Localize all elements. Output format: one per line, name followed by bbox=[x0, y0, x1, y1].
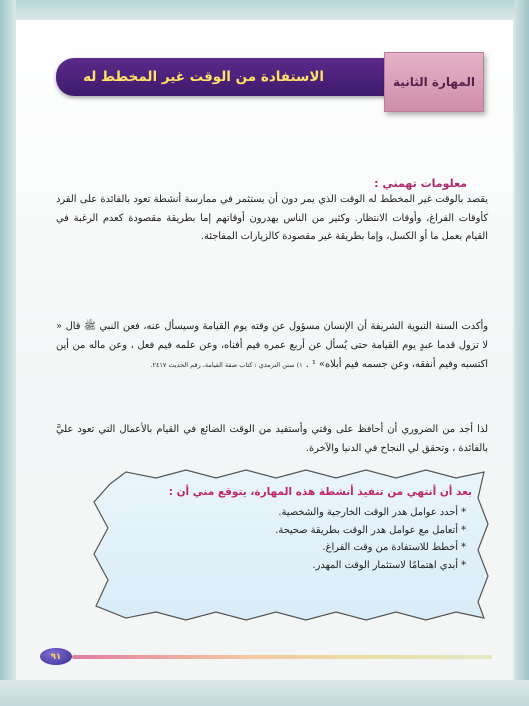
paragraph-hadith bbox=[56, 318, 488, 374]
page-frame-bottom bbox=[0, 680, 529, 706]
objective-item: * أحدد عوامل هدر الوقت الخارجية والشخصية. bbox=[278, 507, 466, 518]
lesson-title-bar bbox=[56, 58, 388, 96]
hadith-text: وأكدت السنة النبوية الشريفة أن الإنسان مسؤول عن وقته يوم القيامة وسيسأل عنه، فعن النبي ﷺ قال « لا تزول قدما عبدٍ يوم القيامة حتى يُسأل عن أربع عمره فيم أفناه، وعن علمه فيم فعل ، وعن ماله من أين اكتسبه وفيم أنفقه، وعن جسمه فيم أبلاه» ¹ . bbox=[56, 321, 488, 370]
lesson-title: الاستفادة من الوقت غير المخطط له bbox=[83, 69, 324, 85]
objective-item: * أبدي اهتمامًا لاستثمار الوقت المهدر. bbox=[312, 559, 466, 571]
footer-rule bbox=[72, 655, 492, 659]
paragraph-conclusion: لذا أجد من الضروري أن أحافظ على وقتي وأستفيد من الوقت الضائع في القيام بالأعمال التي تعود عليَّ بالفائدة ، وتحقق لي النجاح في الدنيا والآخرة. bbox=[56, 424, 488, 454]
page-frame-left bbox=[0, 0, 16, 706]
skill-label: المهارة الثانية bbox=[393, 75, 475, 89]
page-number-badge bbox=[40, 648, 72, 665]
footnote: ١) سنن الترمذي : كتاب صفة القيامة، رقم الحديث ٢٤١٧. bbox=[150, 360, 303, 369]
objectives-list bbox=[112, 504, 472, 574]
objective-item: * أخطط للاستفادة من وقت الفراغ. bbox=[322, 542, 466, 553]
objectives-box bbox=[112, 486, 472, 574]
objective-item: * أتعامل مع عوامل هدر الوقت بطريقة صحيحة. bbox=[275, 524, 466, 536]
page-frame-top bbox=[0, 0, 529, 22]
objectives-heading: بعد أن أنتهي من تنفيذ أنشطة هذه المهارة، يتوقع مني أن : bbox=[168, 486, 472, 498]
skill-label-box bbox=[384, 52, 484, 112]
info-heading: معلومات تهمني : bbox=[374, 177, 467, 190]
page-frame-right bbox=[515, 0, 529, 706]
page-number: ٩١ bbox=[50, 651, 62, 662]
paragraph-definition: يقصد بالوقت غير المخطط له الوقت الذي يمر دون أن يستثمر في ممارسة أنشطة تعود بالفائدة على الفرد كأوقات الفراغ، وأوقات الانتظار. وكثير من الناس يهدرون أوقاتهم إما بطريقة مقصودة كعدم الرغبة في القيام بعمل ما أو الكسل، وإما بطريقة غير مقصودة كالزيارات المفاجئة. bbox=[56, 194, 488, 243]
